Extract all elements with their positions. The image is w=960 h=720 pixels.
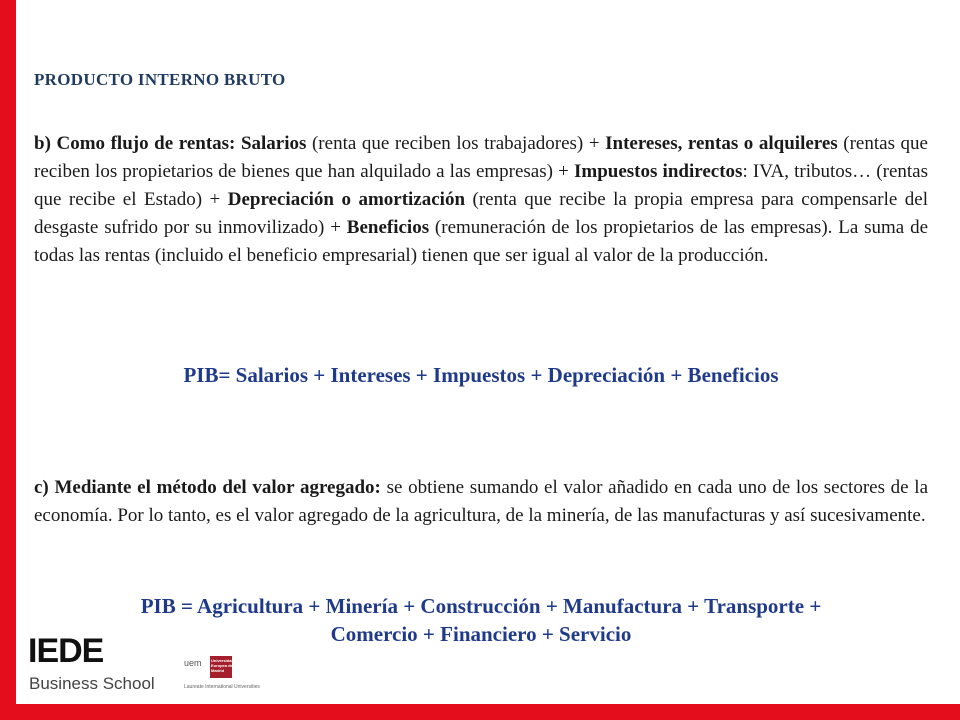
formula-rentas: PIB= Salarios + Intereses + Impuestos + Depreciación + Beneficios [183,363,779,387]
bold-term: Salarios [240,133,307,154]
bottom-accent-bar [0,704,960,720]
bold-term: Depreciación o amortización [227,189,466,210]
text-run: (rentas que reciben los propietarios de bienes que han alquilado a las empresas) + [34,133,928,182]
uem-mark-text: uem [184,658,202,668]
text-run: (renta que recibe la propia empresa para compensarle del desgaste sufrido por su inmovilizado) + [34,189,928,238]
bold-term: Beneficios [346,217,430,238]
bold-term: c) Mediante el método del valor agregado: [34,477,381,498]
left-accent-bar [0,0,16,720]
section-b-paragraph [34,130,928,270]
bold-term: Intereses, rentas o alquileres [605,133,838,154]
uem-box-text: Universidad Europea de Madrid [211,658,234,673]
text-run: (remuneración de los propietarios de las empresas). La suma de todas las rentas (incluido el beneficio empresarial) tienen que ser igual al valor de la producción. [34,217,928,266]
uem-subtitle: Laureate International Universities [184,684,260,690]
text-run: : IVA, tributos… (rentas que recibe el Estado) + [34,161,928,210]
iede-logo-text: IEDE [28,632,104,670]
bold-term: Impuestos indirectos [574,161,743,182]
formula-valor-agregado-line2: Comercio + Financiero + Servicio [330,622,632,646]
section-c-paragraph [34,474,928,530]
formula-valor-agregado-line1: PIB = Agricultura + Minería + Construcción + Manufactura + Transporte + [140,594,822,618]
text-run: se obtiene sumando el valor añadido en cada uno de los sectores de la economía. Por lo tanto, es el valor agregado de la agricultura, de la minería, de las manufacturas y así sucesivamente. [34,477,928,526]
text-run: (renta que reciben los trabajadores) + [306,133,606,154]
slide-heading: PRODUCTO INTERNO BRUTO [34,70,286,89]
uem-red-box [210,656,232,678]
bold-term: b) Como flujo de rentas: [34,133,236,154]
business-school-text: Business School [29,674,155,693]
uem-logo [180,654,260,694]
